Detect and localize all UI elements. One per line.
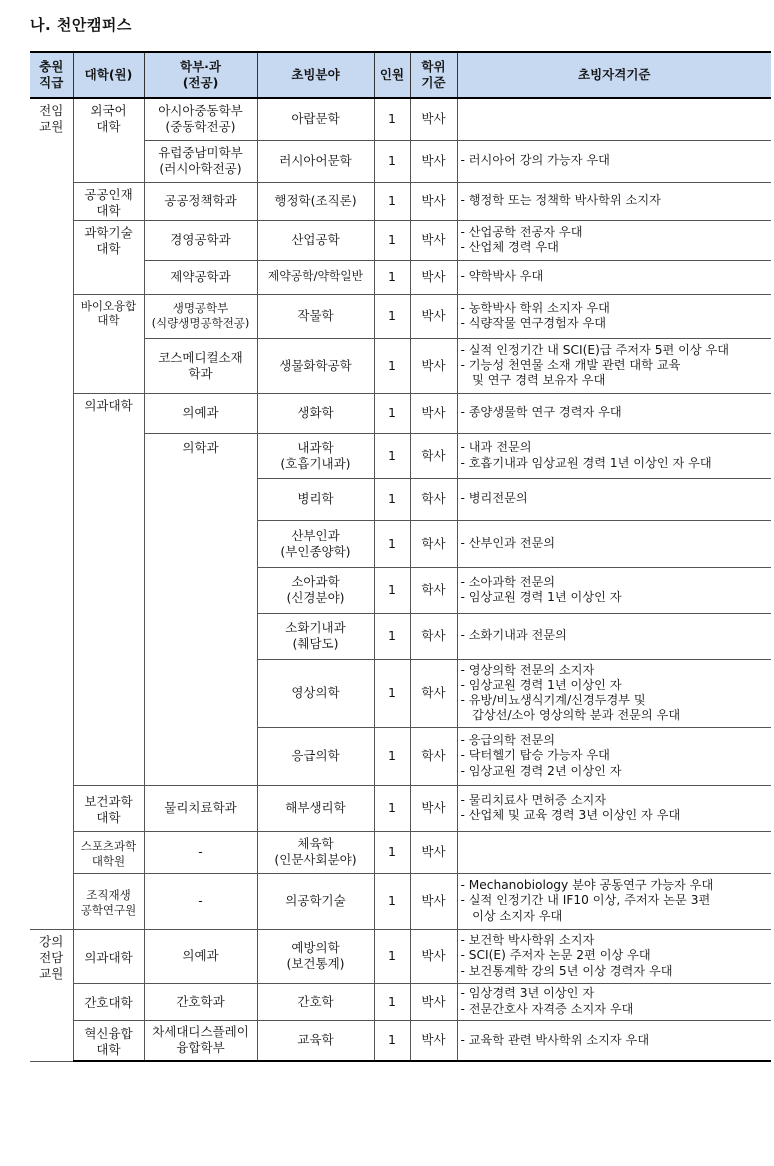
criteria-line: - 실적 인정기간 내 IF10 이상, 주저자 논문 3편 (460, 893, 711, 908)
field-cell: 영상의학 (257, 659, 374, 727)
degree-cell: 학사 (410, 520, 457, 567)
table-row (30, 831, 771, 873)
criteria-cell (457, 785, 771, 831)
table-row (30, 393, 771, 433)
field-cell: 간호학 (257, 983, 374, 1020)
degree-cell: 박사 (410, 338, 457, 393)
field-cell: 의공학기술 (257, 873, 374, 929)
criteria-line: - 약학박사 우대 (460, 269, 544, 284)
criteria-line: - 영상의학 전문의 소지자 (460, 662, 595, 677)
criteria-line: - 보건학 박사학위 소지자 (460, 933, 595, 948)
criteria-line: - 농학박사 학위 소지자 우대 (460, 300, 610, 315)
table-row (30, 873, 771, 929)
degree-cell: 학사 (410, 613, 457, 659)
criteria-cell (457, 520, 771, 567)
field-cell: 제약공학/약학일반 (257, 260, 374, 294)
count-cell: 1 (374, 831, 410, 873)
field-cell: 작물학 (257, 294, 374, 338)
count-cell: 1 (374, 983, 410, 1020)
field-cell: 러시아어문학 (257, 140, 374, 182)
table-row (30, 294, 771, 338)
criteria-line: - 러시아어 강의 가능자 우대 (460, 153, 610, 168)
count-cell: 1 (374, 567, 410, 613)
table-row (30, 929, 771, 983)
criteria-cell (457, 983, 771, 1020)
field-cell: 생화학 (257, 393, 374, 433)
criteria-cell (457, 831, 771, 873)
degree-cell: 박사 (410, 873, 457, 929)
criteria-line: - 병리전문의 (460, 491, 528, 506)
count-cell: 1 (374, 520, 410, 567)
criteria-line: - 닥터헬기 탑승 가능자 우대 (460, 748, 610, 763)
criteria-line: - 실적 인정기간 내 SCI(E)급 주저자 5편 이상 우대 (460, 342, 730, 357)
field-cell: 아랍문학 (257, 98, 374, 140)
degree-cell: 박사 (410, 393, 457, 433)
criteria-line: - 호흡기내과 임상교원 경력 1년 이상인 자 우대 (460, 455, 712, 470)
criteria-line: - 임상교원 경력 1년 이상인 자 (460, 590, 622, 604)
criteria-cell (457, 140, 771, 182)
dept-cell: 공공정책학과 (144, 182, 257, 220)
dept-cell: 차세대디스플레이 융합학부 (144, 1020, 257, 1061)
degree-cell: 박사 (410, 140, 457, 182)
dept-cell: 의학과 (144, 433, 257, 785)
criteria-cell (457, 182, 771, 220)
degree-cell: 학사 (410, 659, 457, 727)
dept-cell: 유럽중남미학부 (러시아학전공) (144, 140, 257, 182)
count-cell: 1 (374, 1020, 410, 1061)
field-cell: 행정학(조직론) (257, 182, 374, 220)
table-header (30, 52, 771, 98)
college-cell: 조직재생 공학연구원 (73, 873, 144, 929)
table-row (30, 1020, 771, 1061)
count-cell: 1 (374, 260, 410, 294)
table-row (30, 983, 771, 1020)
field-cell: 체육학 (인문사회분야) (257, 831, 374, 873)
dept-cell: 의예과 (144, 929, 257, 983)
table-row (30, 182, 771, 220)
criteria-line: 이상 소지자 우대 (460, 908, 563, 923)
criteria-cell (457, 613, 771, 659)
dept-cell: 생명공학부 (식량생명공학전공) (144, 294, 257, 338)
header-dept: 학부·과 (전공) (144, 52, 257, 98)
criteria-line: - 교육학 관련 박사학위 소지자 우대 (460, 1032, 650, 1047)
criteria-line: - Mechanobiology 분야 공동연구 가능자 우대 (460, 878, 714, 893)
dept-cell: 제약공학과 (144, 260, 257, 294)
dept-cell: 의예과 (144, 393, 257, 433)
count-cell: 1 (374, 785, 410, 831)
criteria-line: - 식량작물 연구경험자 우대 (460, 316, 607, 330)
degree-cell: 학사 (410, 567, 457, 613)
field-cell: 내과학 (호흡기내과) (257, 433, 374, 478)
count-cell: 1 (374, 433, 410, 478)
header-rank: 충원 직급 (30, 52, 73, 98)
count-cell: 1 (374, 294, 410, 338)
degree-cell: 학사 (410, 433, 457, 478)
count-cell: 1 (374, 182, 410, 220)
field-cell: 병리학 (257, 478, 374, 520)
college-cell: 과학기술 대학 (73, 220, 144, 294)
criteria-line: 및 연구 경력 보유자 우대 (460, 373, 606, 388)
criteria-line: - 산업체 및 교육 경력 3년 이상인 자 우대 (460, 808, 681, 822)
degree-cell: 박사 (410, 260, 457, 294)
field-cell: 해부생리학 (257, 785, 374, 831)
field-cell: 소화기내과 (췌담도) (257, 613, 374, 659)
field-cell: 산업공학 (257, 220, 374, 260)
criteria-line: - SCI(E) 주저자 논문 2편 이상 우대 (460, 948, 651, 963)
criteria-cell (457, 338, 771, 393)
criteria-line: - 전문간호사 자격증 소지자 우대 (460, 1001, 634, 1016)
section-heading: 나. 천안캠퍼스 (30, 16, 132, 34)
table-body (30, 98, 771, 1061)
count-cell: 1 (374, 338, 410, 393)
count-cell: 1 (374, 659, 410, 727)
criteria-cell (457, 727, 771, 785)
criteria-line: 갑상선/소아 영상의학 분과 전문의 우대 (460, 708, 681, 723)
criteria-line: - 임상교원 경력 2년 이상인 자 (460, 763, 622, 778)
rank-cell: 전임 교원 (30, 98, 73, 929)
criteria-line: - 산업공학 전공자 우대 (460, 224, 583, 239)
field-cell: 응급의학 (257, 727, 374, 785)
header-degree: 학위 기준 (410, 52, 457, 98)
count-cell: 1 (374, 220, 410, 260)
criteria-line: - 산업체 경력 우대 (460, 240, 559, 254)
recruitment-table (30, 51, 771, 1062)
count-cell: 1 (374, 140, 410, 182)
count-cell: 1 (374, 873, 410, 929)
rank-cell: 강의 전담 교원 (30, 929, 73, 1061)
criteria-line: - 물리치료사 면허증 소지자 (460, 792, 607, 807)
criteria-line: - 임상교원 경력 1년 이상인 자 (460, 677, 622, 692)
count-cell: 1 (374, 727, 410, 785)
college-cell: 혁신융합 대학 (73, 1020, 144, 1061)
table-row (30, 98, 771, 140)
degree-cell: 박사 (410, 220, 457, 260)
degree-cell: 박사 (410, 98, 457, 140)
college-cell: 공공인재 대학 (73, 182, 144, 220)
criteria-cell (457, 433, 771, 478)
degree-cell: 박사 (410, 785, 457, 831)
college-cell: 의과대학 (73, 393, 144, 785)
degree-cell: 학사 (410, 478, 457, 520)
dept-cell: 물리치료학과 (144, 785, 257, 831)
criteria-line: - 임상경력 3년 이상인 자 (460, 986, 595, 1001)
criteria-cell (457, 220, 771, 260)
criteria-cell (457, 294, 771, 338)
criteria-line: - 보건통계학 강의 5년 이상 경력자 우대 (460, 963, 673, 978)
header-field: 초빙분야 (257, 52, 374, 98)
dept-cell: 아시아중동학부 (중동학전공) (144, 98, 257, 140)
criteria-cell (457, 1020, 771, 1061)
criteria-cell (457, 98, 771, 140)
count-cell: 1 (374, 613, 410, 659)
degree-cell: 박사 (410, 294, 457, 338)
dept-cell: 코스메디컬소재 학과 (144, 338, 257, 393)
criteria-cell (457, 393, 771, 433)
college-cell: 보건과학 대학 (73, 785, 144, 831)
field-cell: 생물화학공학 (257, 338, 374, 393)
dept-cell: - (144, 831, 257, 873)
criteria-line: - 응급의학 전문의 (460, 733, 556, 748)
college-cell: 스포츠과학 대학원 (73, 831, 144, 873)
criteria-line: - 기능성 천연물 소재 개발 관련 대학 교육 (460, 357, 681, 372)
count-cell: 1 (374, 393, 410, 433)
degree-cell: 학사 (410, 727, 457, 785)
header-count: 인원 (374, 52, 410, 98)
dept-cell: 경영공학과 (144, 220, 257, 260)
criteria-line: - 소아과학 전문의 (460, 574, 556, 589)
field-cell: 소아과학 (신경분야) (257, 567, 374, 613)
college-cell: 의과대학 (73, 929, 144, 983)
field-cell: 교육학 (257, 1020, 374, 1061)
table-row (30, 220, 771, 260)
criteria-line: - 소화기내과 전문의 (460, 628, 567, 643)
college-cell: 외국어 대학 (73, 98, 144, 182)
criteria-cell (457, 873, 771, 929)
field-cell: 예방의학 (보건통계) (257, 929, 374, 983)
criteria-line: - 유방/비뇨생식기계/신경두경부 및 (460, 693, 646, 707)
degree-cell: 박사 (410, 182, 457, 220)
degree-cell: 박사 (410, 983, 457, 1020)
criteria-cell (457, 929, 771, 983)
header-criteria: 초빙자격기준 (457, 52, 771, 98)
criteria-line: - 종양생물학 연구 경력자 우대 (460, 405, 622, 420)
degree-cell: 박사 (410, 929, 457, 983)
count-cell: 1 (374, 929, 410, 983)
criteria-cell (457, 260, 771, 294)
criteria-cell (457, 478, 771, 520)
criteria-line: - 행정학 또는 정책학 박사학위 소지자 (460, 193, 661, 208)
degree-cell: 박사 (410, 1020, 457, 1061)
college-cell: 바이오융합 대학 (73, 294, 144, 393)
college-cell: 간호대학 (73, 983, 144, 1020)
degree-cell: 박사 (410, 831, 457, 873)
count-cell: 1 (374, 98, 410, 140)
count-cell: 1 (374, 478, 410, 520)
dept-cell: - (144, 873, 257, 929)
table-row (30, 785, 771, 831)
criteria-line: - 산부인과 전문의 (460, 535, 556, 550)
dept-cell: 간호학과 (144, 983, 257, 1020)
header-college: 대학(원) (73, 52, 144, 98)
criteria-cell (457, 659, 771, 727)
criteria-cell (457, 567, 771, 613)
criteria-line: - 내과 전문의 (460, 440, 532, 455)
field-cell: 산부인과 (부인종양학) (257, 520, 374, 567)
